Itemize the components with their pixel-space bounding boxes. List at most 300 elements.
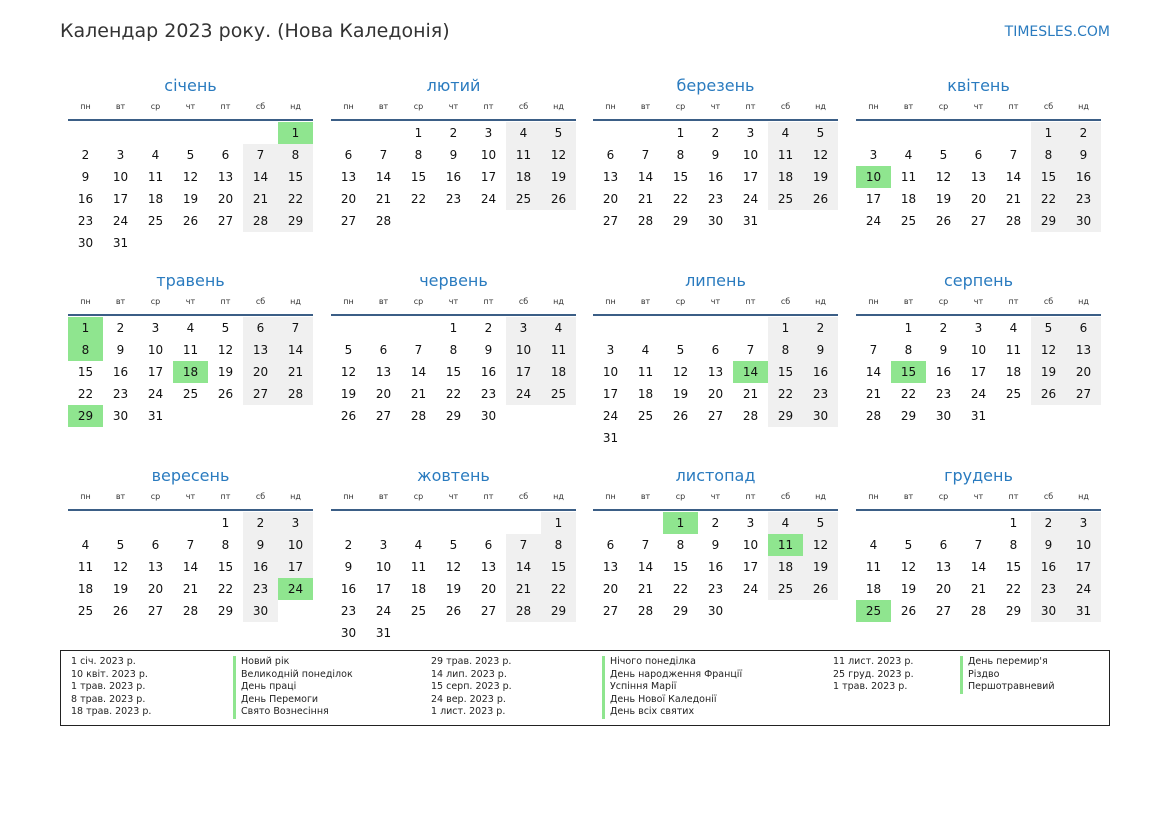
day-cell: 9 bbox=[939, 343, 948, 357]
day-cell: 23 bbox=[77, 214, 94, 228]
day-cell: 12 bbox=[541, 144, 576, 166]
day-cell: 30 bbox=[340, 626, 357, 640]
day-cell: 12 bbox=[340, 365, 357, 379]
day-cell: 10 bbox=[480, 148, 497, 162]
day-cell: 12 bbox=[935, 170, 952, 184]
weekday-label: сб bbox=[780, 492, 791, 501]
legend-date: 8 трав. 2023 р. bbox=[71, 693, 146, 705]
weekday-label: пн bbox=[605, 102, 616, 111]
day-cell: 6 bbox=[379, 343, 388, 357]
holiday-day-cell: 25 bbox=[856, 600, 891, 622]
day-cell: 7 bbox=[641, 148, 650, 162]
day-cell: 9 bbox=[449, 148, 458, 162]
day-cell: 14 bbox=[637, 170, 654, 184]
day-cell: 22 bbox=[768, 383, 803, 405]
month-name: червень bbox=[419, 271, 488, 290]
day-cell: 16 bbox=[1031, 556, 1066, 578]
day-cell: 21 bbox=[1005, 192, 1022, 206]
holiday-day-cell: 15 bbox=[891, 361, 926, 383]
day-cell: 3 bbox=[869, 148, 878, 162]
day-cell: 16 bbox=[340, 582, 357, 596]
legend-date: 1 лист. 2023 р. bbox=[431, 706, 506, 717]
day-cell: 13 bbox=[602, 560, 619, 574]
weekday-label: ср bbox=[675, 102, 686, 111]
weekday-label: сб bbox=[1043, 492, 1054, 501]
legend-holiday-name: День Перемоги bbox=[241, 693, 319, 705]
weekday-label: пн bbox=[605, 492, 616, 501]
day-cell: 18 bbox=[900, 192, 917, 206]
day-cell: 3 bbox=[746, 516, 755, 530]
day-cell: 8 bbox=[676, 148, 685, 162]
day-cell: 19 bbox=[182, 192, 199, 206]
empty-cell bbox=[103, 512, 138, 534]
day-cell: 27 bbox=[970, 214, 987, 228]
day-cell: 18 bbox=[506, 166, 541, 188]
weekday-label: сб bbox=[255, 492, 266, 501]
day-cell: 7 bbox=[974, 538, 983, 552]
day-cell: 12 bbox=[217, 343, 234, 357]
day-cell: 11 bbox=[865, 560, 882, 574]
month-block bbox=[331, 465, 576, 644]
day-cell: 23 bbox=[707, 192, 724, 206]
empty-cell bbox=[698, 317, 733, 339]
weekday-label: вт bbox=[903, 297, 914, 306]
day-cell: 7 bbox=[641, 538, 650, 552]
day-cell: 8 bbox=[1031, 144, 1066, 166]
legend-holiday-name: Успіння Марії bbox=[610, 681, 677, 692]
day-cell: 17 bbox=[506, 361, 541, 383]
weekday-header bbox=[856, 295, 1101, 316]
day-cell: 21 bbox=[865, 387, 882, 401]
day-cell: 22 bbox=[410, 192, 427, 206]
day-grid bbox=[331, 512, 576, 644]
day-cell: 22 bbox=[672, 192, 689, 206]
day-cell: 17 bbox=[970, 365, 987, 379]
day-cell: 28 bbox=[637, 604, 654, 618]
day-cell: 5 bbox=[116, 538, 125, 552]
day-grid bbox=[856, 122, 1101, 232]
day-cell: 15 bbox=[1031, 166, 1066, 188]
day-cell: 1 bbox=[541, 512, 576, 534]
day-cell: 15 bbox=[541, 556, 576, 578]
day-cell: 14 bbox=[1005, 170, 1022, 184]
day-cell: 23 bbox=[1066, 188, 1101, 210]
day-cell: 1 bbox=[221, 516, 230, 530]
weekday-label: ср bbox=[413, 102, 424, 111]
day-cell: 2 bbox=[803, 317, 838, 339]
weekday-label: чт bbox=[185, 102, 196, 111]
day-cell: 18 bbox=[637, 387, 654, 401]
day-cell: 19 bbox=[541, 166, 576, 188]
day-cell: 26 bbox=[541, 188, 576, 210]
day-cell: 11 bbox=[410, 560, 427, 574]
day-cell: 25 bbox=[637, 409, 654, 423]
day-cell: 5 bbox=[186, 148, 195, 162]
legend-names bbox=[602, 656, 742, 719]
day-cell: 3 bbox=[484, 126, 493, 140]
day-cell: 2 bbox=[81, 148, 90, 162]
day-cell: 9 bbox=[1031, 534, 1066, 556]
day-cell: 10 bbox=[742, 148, 759, 162]
legend-holiday-name: День Нової Каледонії bbox=[610, 693, 717, 705]
day-cell: 14 bbox=[278, 339, 313, 361]
month-name: квітень bbox=[947, 76, 1010, 95]
day-cell: 17 bbox=[742, 560, 759, 574]
day-cell: 28 bbox=[865, 409, 882, 423]
empty-cell bbox=[926, 512, 961, 534]
day-cell: 29 bbox=[900, 409, 917, 423]
day-cell: 11 bbox=[900, 170, 917, 184]
day-cell: 21 bbox=[278, 361, 313, 383]
day-cell: 13 bbox=[707, 365, 724, 379]
day-cell: 10 bbox=[602, 365, 619, 379]
holiday-day-cell: 1 bbox=[68, 317, 103, 339]
empty-cell bbox=[961, 512, 996, 534]
day-cell: 17 bbox=[602, 387, 619, 401]
day-cell: 13 bbox=[375, 365, 392, 379]
day-cell: 27 bbox=[935, 604, 952, 618]
day-cell: 23 bbox=[445, 192, 462, 206]
day-cell: 27 bbox=[602, 214, 619, 228]
day-cell: 5 bbox=[449, 538, 458, 552]
day-cell: 30 bbox=[77, 236, 94, 250]
day-cell: 4 bbox=[506, 122, 541, 144]
legend-names bbox=[233, 656, 353, 719]
day-cell: 6 bbox=[939, 538, 948, 552]
day-cell: 27 bbox=[340, 214, 357, 228]
day-cell: 13 bbox=[480, 560, 497, 574]
month-name: грудень bbox=[944, 466, 1013, 485]
day-cell: 21 bbox=[637, 192, 654, 206]
day-cell: 29 bbox=[217, 604, 234, 618]
legend-date: 1 січ. 2023 р. bbox=[71, 656, 136, 667]
day-cell: 14 bbox=[506, 556, 541, 578]
legend-date: 1 трав. 2023 р. bbox=[833, 681, 908, 692]
month-block bbox=[856, 270, 1101, 427]
empty-cell bbox=[401, 512, 436, 534]
weekday-label: пн bbox=[80, 492, 91, 501]
empty-cell bbox=[138, 122, 173, 144]
weekday-label: пт bbox=[220, 102, 231, 111]
day-cell: 6 bbox=[711, 343, 720, 357]
day-cell: 20 bbox=[602, 192, 619, 206]
empty-cell bbox=[663, 317, 698, 339]
day-cell: 24 bbox=[865, 214, 882, 228]
holiday-day-cell: 29 bbox=[68, 405, 103, 427]
empty-cell bbox=[926, 122, 961, 144]
month-block bbox=[856, 465, 1101, 622]
day-cell: 22 bbox=[900, 387, 917, 401]
day-cell: 11 bbox=[182, 343, 199, 357]
day-cell: 3 bbox=[974, 321, 983, 335]
day-cell: 4 bbox=[414, 538, 423, 552]
day-cell: 26 bbox=[217, 387, 234, 401]
weekday-header bbox=[856, 100, 1101, 121]
holiday-day-cell: 1 bbox=[278, 122, 313, 144]
empty-cell bbox=[891, 512, 926, 534]
day-cell: 8 bbox=[414, 148, 423, 162]
day-cell: 11 bbox=[768, 144, 803, 166]
day-cell: 2 bbox=[243, 512, 278, 534]
weekday-label: пн bbox=[80, 297, 91, 306]
empty-cell bbox=[593, 122, 628, 144]
day-cell: 2 bbox=[711, 516, 720, 530]
weekday-header bbox=[331, 490, 576, 511]
day-cell: 28 bbox=[506, 600, 541, 622]
weekday-label: нд bbox=[290, 297, 301, 306]
day-cell: 19 bbox=[803, 556, 838, 578]
day-cell: 28 bbox=[278, 383, 313, 405]
day-cell: 2 bbox=[939, 321, 948, 335]
day-cell: 20 bbox=[217, 192, 234, 206]
day-cell: 27 bbox=[707, 409, 724, 423]
month-name: жовтень bbox=[417, 466, 490, 485]
empty-cell bbox=[103, 122, 138, 144]
legend-date: 15 серп. 2023 р. bbox=[431, 681, 512, 692]
day-cell: 6 bbox=[974, 148, 983, 162]
day-cell: 4 bbox=[541, 317, 576, 339]
day-cell: 18 bbox=[1005, 365, 1022, 379]
weekday-label: чт bbox=[448, 492, 459, 501]
day-cell: 13 bbox=[970, 170, 987, 184]
weekday-label: чт bbox=[710, 297, 721, 306]
day-cell: 24 bbox=[1066, 578, 1101, 600]
legend-holiday-name: Різдво bbox=[968, 668, 1000, 680]
weekday-label: чт bbox=[185, 492, 196, 501]
day-grid bbox=[593, 317, 838, 449]
weekday-label: вт bbox=[115, 102, 126, 111]
day-cell: 20 bbox=[970, 192, 987, 206]
month-name: травень bbox=[156, 271, 225, 290]
day-cell: 4 bbox=[1009, 321, 1018, 335]
day-cell: 13 bbox=[243, 339, 278, 361]
day-cell: 25 bbox=[506, 188, 541, 210]
day-cell: 3 bbox=[379, 538, 388, 552]
day-cell: 21 bbox=[506, 578, 541, 600]
day-cell: 8 bbox=[541, 534, 576, 556]
weekday-label: сб bbox=[1043, 297, 1054, 306]
day-cell: 19 bbox=[672, 387, 689, 401]
day-cell: 9 bbox=[803, 339, 838, 361]
weekday-label: вт bbox=[903, 492, 914, 501]
day-cell: 15 bbox=[278, 166, 313, 188]
weekday-label: нд bbox=[815, 297, 826, 306]
day-cell: 11 bbox=[541, 339, 576, 361]
empty-cell bbox=[506, 512, 541, 534]
day-cell: 28 bbox=[410, 409, 427, 423]
empty-cell bbox=[471, 512, 506, 534]
month-name: січень bbox=[164, 76, 217, 95]
day-cell: 1 bbox=[414, 126, 423, 140]
day-cell: 7 bbox=[278, 317, 313, 339]
weekday-label: нд bbox=[290, 492, 301, 501]
empty-cell bbox=[891, 122, 926, 144]
day-cell: 2 bbox=[344, 538, 353, 552]
day-cell: 30 bbox=[803, 405, 838, 427]
day-cell: 20 bbox=[480, 582, 497, 596]
weekday-label: ср bbox=[938, 297, 949, 306]
day-grid bbox=[68, 122, 313, 254]
day-cell: 17 bbox=[1066, 556, 1101, 578]
day-cell: 16 bbox=[77, 192, 94, 206]
day-cell: 13 bbox=[935, 560, 952, 574]
day-cell: 28 bbox=[243, 210, 278, 232]
day-cell: 19 bbox=[900, 582, 917, 596]
day-cell: 6 bbox=[1066, 317, 1101, 339]
day-cell: 18 bbox=[410, 582, 427, 596]
day-cell: 31 bbox=[602, 431, 619, 445]
day-cell: 9 bbox=[344, 560, 353, 574]
weekday-header bbox=[68, 490, 313, 511]
day-cell: 30 bbox=[480, 409, 497, 423]
day-grid bbox=[856, 512, 1101, 622]
day-cell: 11 bbox=[1005, 343, 1022, 357]
month-name: вересень bbox=[151, 466, 230, 485]
day-cell: 29 bbox=[768, 405, 803, 427]
month-block bbox=[331, 75, 576, 232]
day-cell: 15 bbox=[445, 365, 462, 379]
day-cell: 14 bbox=[410, 365, 427, 379]
day-cell: 27 bbox=[1066, 383, 1101, 405]
month-block bbox=[68, 465, 313, 622]
day-cell: 1 bbox=[676, 126, 685, 140]
weekday-label: пт bbox=[745, 102, 756, 111]
day-grid bbox=[856, 317, 1101, 427]
day-cell: 11 bbox=[506, 144, 541, 166]
empty-cell bbox=[173, 122, 208, 144]
day-cell: 4 bbox=[869, 538, 878, 552]
day-cell: 26 bbox=[672, 409, 689, 423]
weekday-label: пт bbox=[1008, 102, 1019, 111]
weekday-label: пт bbox=[483, 297, 494, 306]
day-cell: 27 bbox=[243, 383, 278, 405]
day-cell: 17 bbox=[147, 365, 164, 379]
weekday-label: чт bbox=[448, 297, 459, 306]
month-name: березень bbox=[676, 76, 755, 95]
legend-dates bbox=[71, 656, 151, 719]
day-cell: 8 bbox=[221, 538, 230, 552]
weekday-label: пт bbox=[745, 297, 756, 306]
weekday-label: сб bbox=[255, 297, 266, 306]
day-cell: 12 bbox=[1031, 339, 1066, 361]
weekday-label: вт bbox=[903, 102, 914, 111]
day-cell: 1 bbox=[1009, 516, 1018, 530]
weekday-label: пн bbox=[868, 102, 879, 111]
day-cell: 26 bbox=[803, 188, 838, 210]
empty-cell bbox=[331, 122, 366, 144]
empty-cell bbox=[208, 122, 243, 144]
day-cell: 22 bbox=[1031, 188, 1066, 210]
day-cell: 29 bbox=[672, 604, 689, 618]
month-name: серпень bbox=[944, 271, 1013, 290]
weekday-label: сб bbox=[255, 102, 266, 111]
day-cell: 13 bbox=[147, 560, 164, 574]
weekday-label: нд bbox=[1078, 297, 1089, 306]
empty-cell bbox=[436, 512, 471, 534]
day-cell: 5 bbox=[344, 343, 353, 357]
day-cell: 1 bbox=[904, 321, 913, 335]
day-cell: 21 bbox=[375, 192, 392, 206]
day-cell: 3 bbox=[116, 148, 125, 162]
day-cell: 7 bbox=[243, 144, 278, 166]
day-cell: 3 bbox=[606, 343, 615, 357]
day-cell: 29 bbox=[1031, 210, 1066, 232]
day-cell: 31 bbox=[1066, 600, 1101, 622]
day-cell: 15 bbox=[217, 560, 234, 574]
day-cell: 12 bbox=[803, 534, 838, 556]
day-grid bbox=[331, 122, 576, 232]
day-cell: 29 bbox=[445, 409, 462, 423]
empty-cell bbox=[366, 122, 401, 144]
day-cell: 4 bbox=[81, 538, 90, 552]
site-link[interactable]: TIMESLES.COM bbox=[1004, 24, 1110, 40]
day-cell: 31 bbox=[970, 409, 987, 423]
weekday-label: вт bbox=[640, 297, 651, 306]
weekday-label: пт bbox=[483, 102, 494, 111]
legend-holiday-name: День праці bbox=[241, 681, 297, 692]
day-cell: 9 bbox=[81, 170, 90, 184]
empty-cell bbox=[856, 317, 891, 339]
month-block bbox=[593, 270, 838, 449]
day-cell: 4 bbox=[186, 321, 195, 335]
weekday-label: пт bbox=[483, 492, 494, 501]
day-cell: 21 bbox=[970, 582, 987, 596]
holiday-day-cell: 11 bbox=[768, 534, 803, 556]
day-cell: 23 bbox=[340, 604, 357, 618]
day-cell: 14 bbox=[637, 560, 654, 574]
weekday-header bbox=[331, 100, 576, 121]
day-cell: 26 bbox=[112, 604, 129, 618]
legend-holiday-name: Свято Вознесіння bbox=[241, 706, 329, 717]
day-cell: 26 bbox=[803, 578, 838, 600]
day-cell: 25 bbox=[182, 387, 199, 401]
day-cell: 28 bbox=[375, 214, 392, 228]
day-cell: 20 bbox=[340, 192, 357, 206]
weekday-label: чт bbox=[973, 297, 984, 306]
day-cell: 7 bbox=[186, 538, 195, 552]
day-cell: 1 bbox=[768, 317, 803, 339]
day-cell: 30 bbox=[935, 409, 952, 423]
day-cell: 23 bbox=[1031, 578, 1066, 600]
day-cell: 12 bbox=[445, 560, 462, 574]
holiday-day-cell: 24 bbox=[278, 578, 313, 600]
day-cell: 5 bbox=[541, 122, 576, 144]
legend-date: 11 лист. 2023 р. bbox=[833, 656, 914, 667]
legend-date: 29 трав. 2023 р. bbox=[431, 656, 512, 667]
day-cell: 30 bbox=[112, 409, 129, 423]
day-cell: 30 bbox=[707, 604, 724, 618]
day-cell: 16 bbox=[112, 365, 129, 379]
day-cell: 26 bbox=[445, 604, 462, 618]
legend-names bbox=[960, 656, 1055, 694]
day-cell: 10 bbox=[278, 534, 313, 556]
weekday-label: нд bbox=[290, 102, 301, 111]
day-cell: 20 bbox=[375, 387, 392, 401]
day-cell: 6 bbox=[606, 538, 615, 552]
day-cell: 26 bbox=[900, 604, 917, 618]
day-cell: 20 bbox=[602, 582, 619, 596]
day-cell: 27 bbox=[480, 604, 497, 618]
legend-date: 10 квіт. 2023 р. bbox=[71, 668, 148, 680]
weekday-header bbox=[331, 295, 576, 316]
weekday-label: пт bbox=[1008, 492, 1019, 501]
empty-cell bbox=[628, 122, 663, 144]
day-cell: 23 bbox=[707, 582, 724, 596]
day-grid bbox=[68, 317, 313, 427]
day-cell: 25 bbox=[900, 214, 917, 228]
day-cell: 17 bbox=[865, 192, 882, 206]
day-cell: 30 bbox=[243, 600, 278, 622]
